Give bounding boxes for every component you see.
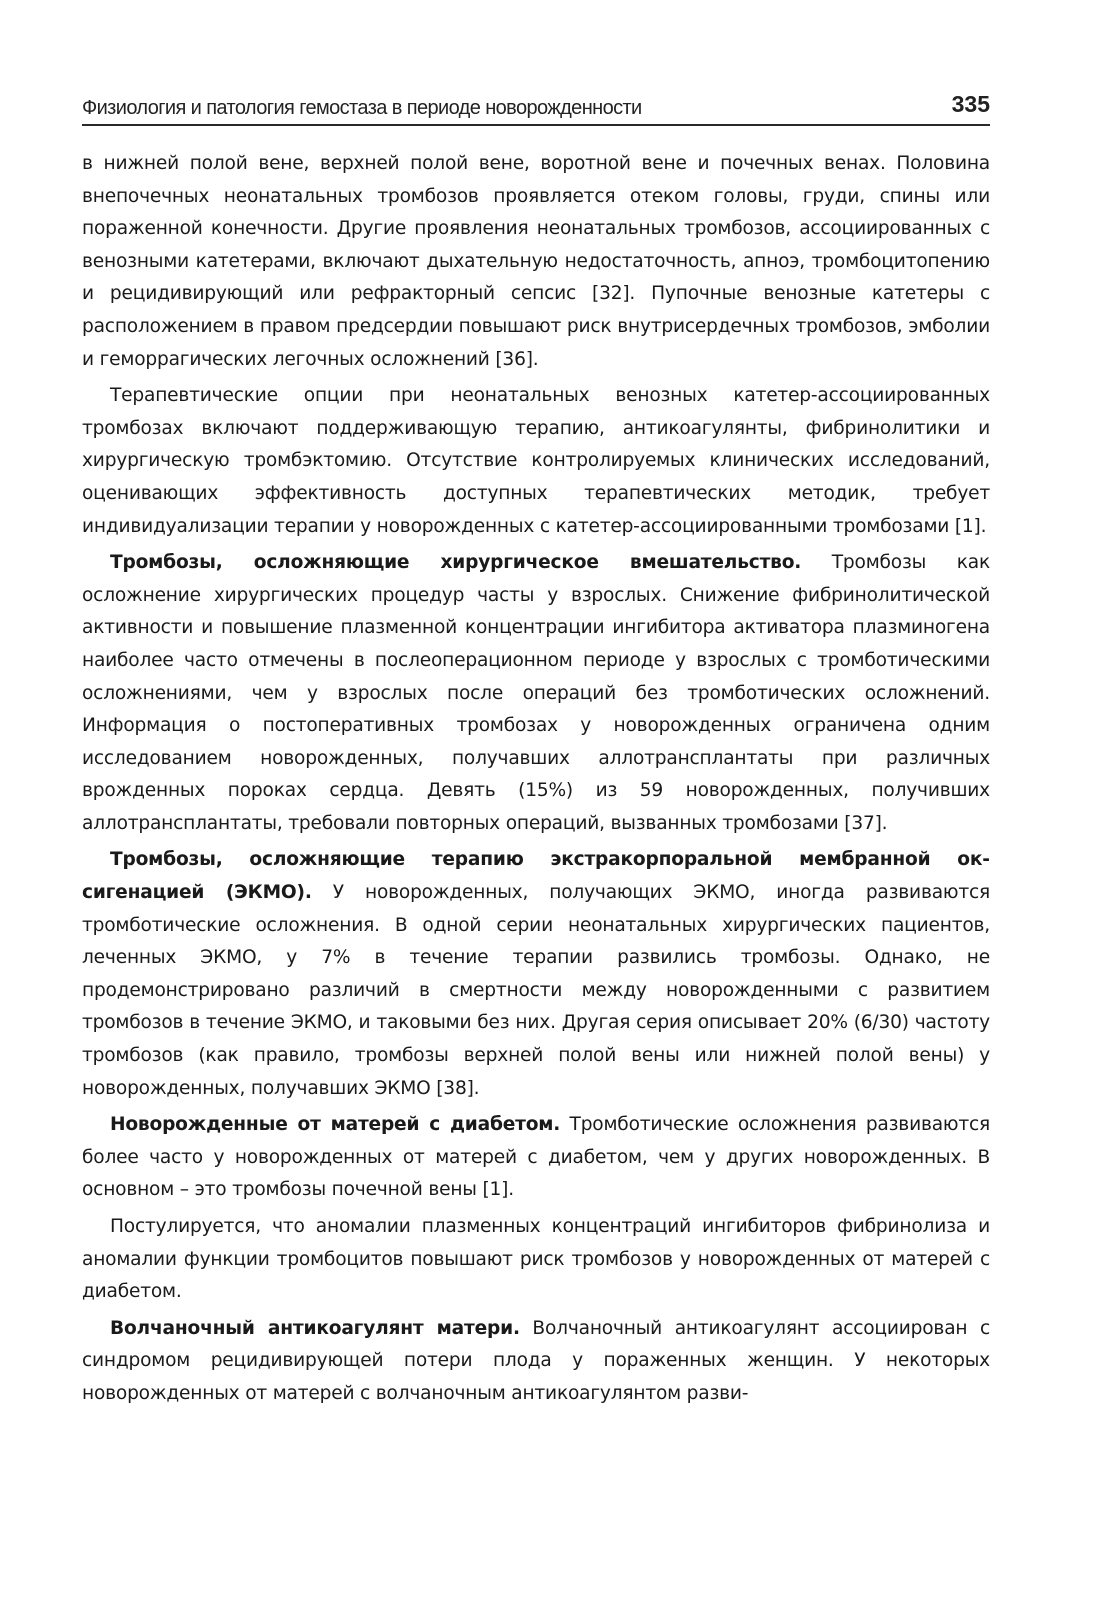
paragraph: [82, 380, 990, 543]
section-heading: Новорожденные от матерей с диабетом.: [110, 1114, 561, 1136]
paragraph-text: Тромбозы как осложнение хирургических процедур часты у взрослых. Снижение фибринолитической активности и повышение плазменной концентрации ингибитора активатора плазминогена наиболее часто отмечены в послеоперационном периоде у взрослых с тромботическими осложнениями, чем у взрослых после операций без тромботических осложнений. Информация о постоперативных тромбозах у новорожденных ограничена одним исследованием новорожденных, получавших аллотрансплантаты при различных врожденных пороках сердца. Девять (15%) из 59 новорожденных, получивших аллотрансплантаты, требовали повторных операций, вызванных тромбозами [37].: [82, 552, 990, 834]
paragraph: [82, 148, 990, 376]
section-heading: Тромбозы, осложняющие хирургическое вмешательство.: [110, 552, 802, 574]
paragraph-text: Постулируется, что аномалии плазменных концентраций ингибиторов фибринолиза и аномалии функции тромбоцитов повышают риск тромбозов у новорожденных от матерей с диабетом.: [82, 1216, 990, 1303]
paragraph-text: У новорожденных, получающих ЭКМО, иногда развиваются тромботические осложнения. В одной серии неонатальных хирургических пациентов, леченных ЭКМО, у 7% в течение терапии развились тромбозы. Однако, не продемонстрировано различий в смертности между новорожденными с развитием тромбозов в течение ЭКМО, и таковыми без них. Другая серия описывает 20% (6/30) частоту тромбозов (как правило, тромбозы верхней полой вены или нижней полой вены) у новорожденных, получавших ЭКМО [38].: [82, 882, 990, 1099]
paragraph-text: Волчаночный антикоагулянт ассоциирован с синдромом рецидивирующей потери плода у пораженных женщин. У некоторых новорожденных от матерей с волчаночным антикоагулянтом разви-: [82, 1317, 990, 1404]
paragraph: [82, 1109, 990, 1207]
paragraph: [82, 1211, 990, 1309]
paragraph: [82, 547, 990, 840]
page-header: [82, 82, 990, 126]
page-number: 335: [951, 91, 990, 117]
paragraph-text: в нижней полой вене, верхней полой вене, воротной вене и почечных венах. Половина внепочечных неонатальных тромбозов проявляется отеком головы, груди, спины или пораженной конечности. Другие проявления неонатальных тромбозов, ассоциированных с венозными катетерами, включают дыхательную недостаточность, апноэ, тромбоцитопению и рецидивирующий или рефракторный сепсис [32]. Пупочные венозные катетеры с расположением в правом предсердии повышают риск внутрисердечных тромбозов, эмболии и геморрагических легочных осложнений [36].: [82, 153, 990, 370]
section-heading: Волчаночный антикоагулянт матери.: [110, 1317, 520, 1339]
paragraph: [82, 1313, 990, 1411]
body-text: [82, 148, 990, 1411]
paragraph-text: Тромботические осложнения развиваются более часто у новорожденных от матерей с диабетом, чем у других новорожденных. В основном – это тромбозы почечной вены [1].: [82, 1114, 990, 1201]
section-heading: Тромбозы, осложняющие терапию экстракорпоральной мембранной оксигенацией (ЭКМО).: [82, 849, 990, 904]
paragraph-text: Терапевтические опции при неонатальных венозных катетер-ассоциированных тромбозах включают поддерживающую терапию, антикоагулянты, фибринолитики и хирургическую тромбэктомию. Отсутствие контролируемых клинических исследований, оценивающих эффективность доступных терапевтических методик, требует индивидуализации терапии у новорожденных с катетер-ассоциированными тромбозами [1].: [82, 385, 990, 537]
paragraph: [82, 844, 990, 1105]
running-title: Физиология и патология гемостаза в периоде новорожденности: [82, 97, 642, 119]
